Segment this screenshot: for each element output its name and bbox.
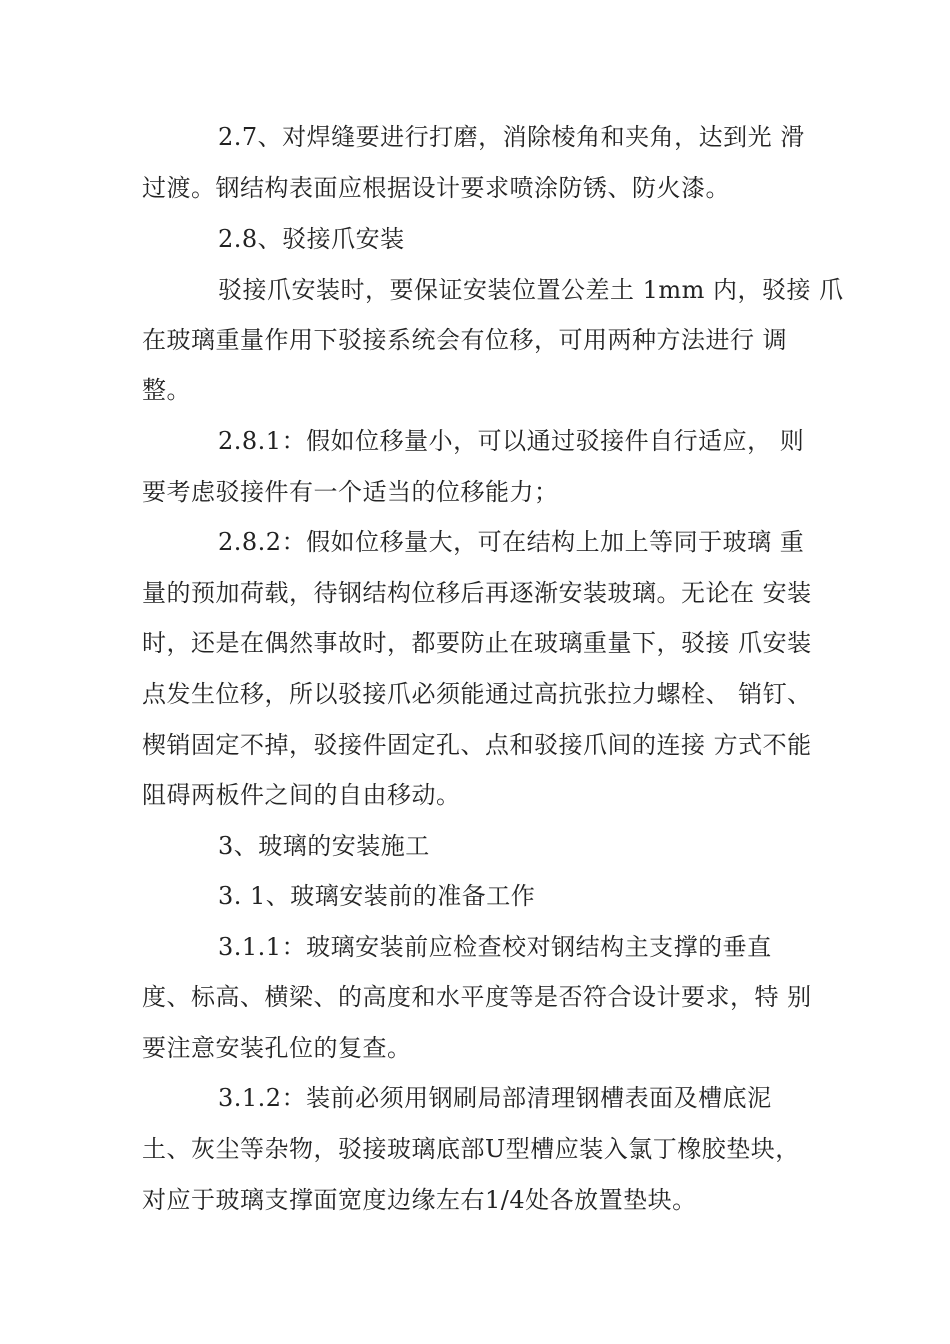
paragraph-line: 在玻璃重量作用下驳接系统会有位移，可用两种方法进行 调 [142,326,788,354]
paragraph-line: 土、灰尘等杂物，驳接玻璃底部U型槽应装入氯丁橡胶垫块， [142,1135,800,1163]
section-heading: 3、玻璃的安装施工 [218,832,430,860]
paragraph-line: 整。 [142,376,191,404]
paragraph-line: 要考虑驳接件有一个适当的位移能力； [142,478,559,506]
paragraph-line: 3.1.2：装前必须用钢刷局部清理钢槽表面及槽底泥 [218,1084,772,1112]
paragraph-line: 时，还是在偶然事故时，都要防止在玻璃重量下，驳接 爪安装 [142,629,812,657]
paragraph-line: 阻碍两板件之间的自由移动。 [142,781,461,809]
paragraph-line: 2.8.2：假如位移量大，可在结构上加上等同于玻璃 重 [218,528,805,556]
subsection-heading: 3. 1、玻璃安装前的准备工作 [218,882,536,910]
paragraph-line: 点发生位移，所以驳接爪必须能通过高抗张拉力螺栓、 销钉、 [142,680,812,708]
section-heading: 2.8、驳接爪安装 [218,225,405,253]
paragraph-line: 2.8.1：假如位移量小，可以通过驳接件自行适应， 则 [218,427,805,455]
paragraph-line: 过渡。钢结构表面应根据设计要求喷涂防锈、防火漆。 [142,174,730,202]
paragraph-line: 对应于玻璃支撑面宽度边缘左右1/4处各放置垫块。 [142,1186,697,1214]
paragraph-line: 3.1.1：玻璃安装前应检查校对钢结构主支撑的垂直 [218,933,772,961]
paragraph-line: 量的预加荷载，待钢结构位移后再逐渐安装玻璃。无论在 安装 [142,579,812,607]
paragraph-line: 2.7、对焊缝要进行打磨，消除棱角和夹角，达到光 滑 [218,123,805,151]
paragraph-line: 要注意安装孔位的复查。 [142,1034,412,1062]
paragraph-line: 驳接爪安装时，要保证安装位置公差土 1mm 内，驳接 爪 [218,276,844,304]
paragraph-line: 度、标高、横梁、的高度和水平度等是否符合设计要求，特 别 [142,983,812,1011]
paragraph-line: 楔销固定不掉，驳接件固定孔、点和驳接爪间的连接 方式不能 [142,731,812,759]
